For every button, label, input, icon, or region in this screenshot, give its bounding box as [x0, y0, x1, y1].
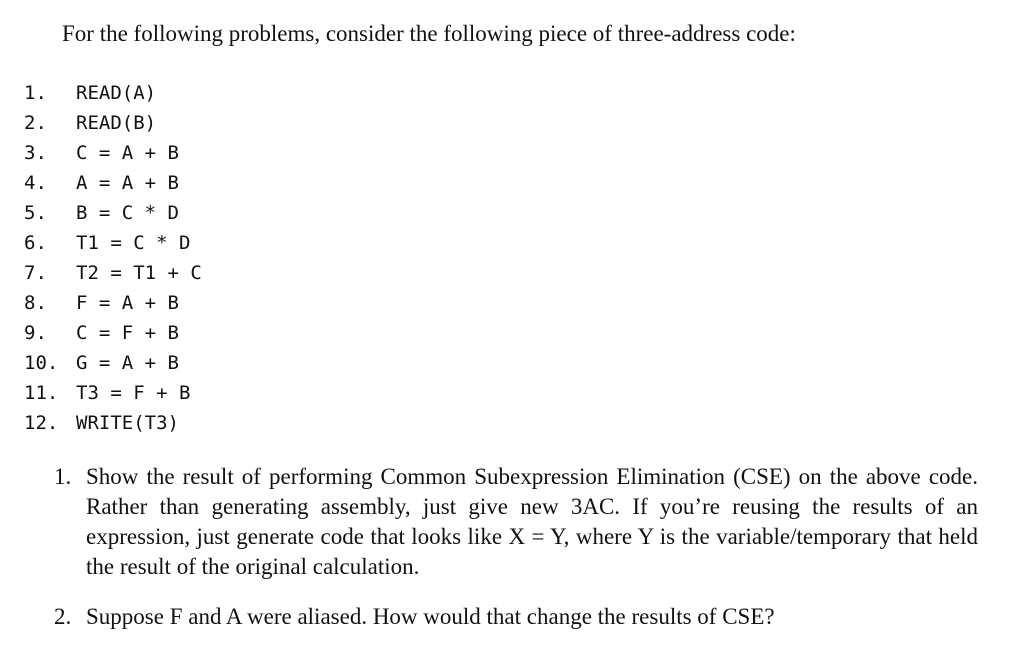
line-number: 9. — [24, 322, 47, 344]
code-line — [24, 318, 202, 348]
code-line — [24, 258, 202, 288]
code-line — [24, 408, 202, 438]
code-statement: WRITE(T3) — [76, 412, 179, 434]
line-number: 4. — [24, 172, 47, 194]
code-line — [24, 198, 202, 228]
question-text: Show the result of performing Common Subexpression Elimination (CSE) on the above code. Rather than generating assembly, just give new 3AC. If you’re reusing the results of an expression, just generate code that looks like X = Y, where Y is the variable/temporary that held the result of the original calculation. — [86, 464, 978, 579]
code-statement: T3 = F + B — [76, 382, 191, 404]
question-text: Suppose F and A were aliased. How would that change the results of CSE? — [86, 604, 775, 629]
code-statement: READ(A) — [76, 82, 157, 104]
question-item — [54, 602, 978, 632]
question-list — [54, 462, 978, 652]
line-number: 7. — [24, 262, 47, 284]
code-statement: A = A + B — [76, 172, 179, 194]
code-line — [24, 138, 202, 168]
line-number: 1. — [24, 82, 47, 104]
code-statement: C = F + B — [76, 322, 179, 344]
code-statement: F = A + B — [76, 292, 179, 314]
line-number: 2. — [24, 112, 47, 134]
code-line — [24, 78, 202, 108]
code-line — [24, 228, 202, 258]
code-line — [24, 168, 202, 198]
intro-text: For the following problems, consider the following piece of three-address code: — [62, 21, 796, 46]
code-line — [24, 288, 202, 318]
code-line — [24, 378, 202, 408]
code-statement: T1 = C * D — [76, 232, 191, 254]
three-address-code-listing — [24, 78, 202, 438]
line-number: 8. — [24, 292, 47, 314]
line-number: 5. — [24, 202, 47, 224]
line-number: 3. — [24, 142, 47, 164]
question-number: 1. — [54, 464, 72, 489]
code-statement: C = A + B — [76, 142, 179, 164]
line-number: 10. — [24, 352, 59, 374]
line-number: 6. — [24, 232, 47, 254]
code-statement: G = A + B — [76, 352, 179, 374]
code-statement: B = C * D — [76, 202, 179, 224]
code-line — [24, 108, 202, 138]
code-statement: READ(B) — [76, 112, 157, 134]
question-number: 2. — [54, 604, 72, 629]
question-item — [54, 462, 978, 582]
line-number: 12. — [24, 412, 59, 434]
line-number: 11. — [24, 382, 59, 404]
code-statement: T2 = T1 + C — [76, 262, 202, 284]
code-line — [24, 348, 202, 378]
